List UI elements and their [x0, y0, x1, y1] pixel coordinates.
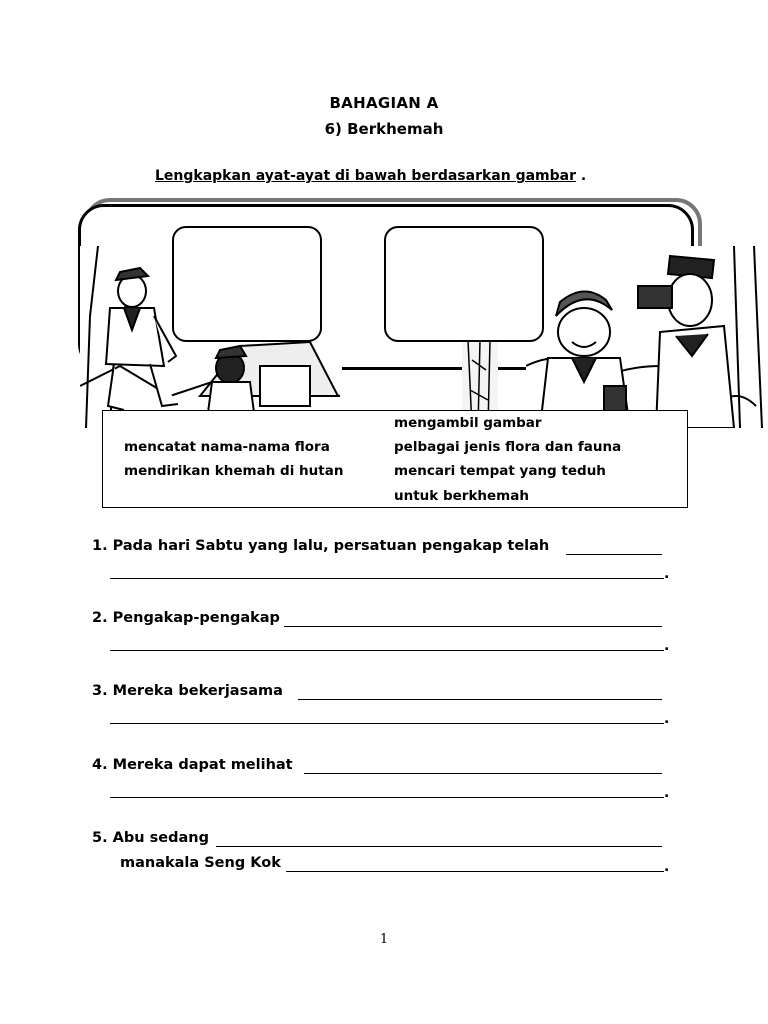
- answer-line[interactable]: [110, 578, 664, 579]
- page-number: 1: [379, 932, 389, 947]
- answer-line[interactable]: [298, 699, 662, 700]
- question-2: 2. Pengakap-pengakap: [92, 610, 280, 626]
- question-text: Mereka dapat melihat: [112, 757, 293, 773]
- question-number: 5: [92, 830, 103, 846]
- question-3: 3. Mereka bekerjasama: [92, 683, 283, 699]
- section-title: BAHAGIAN A: [329, 94, 439, 112]
- question-number: 4: [92, 757, 103, 773]
- question-5-continuation: manakala Seng Kok: [120, 855, 281, 871]
- instruction-end: .: [580, 168, 587, 184]
- question-5: 5. Abu sedang: [92, 830, 209, 846]
- question-text: Mereka bekerjasama: [112, 683, 283, 699]
- instruction-text: Lengkapkan ayat-ayat di bawah berdasarkan gambar: [155, 168, 577, 184]
- question-number: 2: [92, 610, 103, 626]
- question-1: 1. Pada hari Sabtu yang lalu, persatuan pengakap telah: [92, 538, 550, 554]
- answer-line[interactable]: [286, 871, 664, 872]
- answer-line[interactable]: [110, 723, 664, 724]
- answer-line[interactable]: [216, 846, 662, 847]
- answer-line[interactable]: [110, 650, 664, 651]
- phrase-right-2: pelbagai jenis flora dan fauna: [394, 439, 622, 455]
- answer-line[interactable]: [304, 773, 662, 774]
- line-end-dot: .: [664, 638, 670, 654]
- phrase-left-2: mendirikan khemah di hutan: [124, 463, 344, 479]
- answer-line[interactable]: [566, 554, 662, 555]
- phrase-right-4: untuk berkhemah: [394, 488, 529, 504]
- line-end-dot: .: [664, 859, 670, 875]
- phrase-left-1: mencatat nama-nama flora: [124, 439, 330, 455]
- question-text: Pengakap-pengakap: [112, 610, 280, 626]
- question-text: Abu sedang: [112, 830, 209, 846]
- instruction: [155, 168, 586, 184]
- answer-line[interactable]: [110, 797, 664, 798]
- line-end-dot: .: [664, 566, 670, 582]
- answer-line[interactable]: [284, 626, 662, 627]
- question-number: 3: [92, 683, 103, 699]
- question-text: Pada hari Sabtu yang lalu, persatuan pengakap telah: [112, 538, 550, 554]
- line-end-dot: .: [664, 785, 670, 801]
- question-4: 4. Mereka dapat melihat: [92, 757, 293, 773]
- topic-title: 6) Berkhemah: [324, 120, 444, 138]
- phrase-right-1: mengambil gambar: [394, 415, 542, 431]
- question-number: 1: [92, 538, 103, 554]
- line-end-dot: .: [664, 711, 670, 727]
- scouts-camera-illustration: [526, 246, 768, 428]
- caption-box-1[interactable]: [172, 226, 322, 342]
- caption-box-2[interactable]: [384, 226, 544, 342]
- phrase-left-hidden: [126, 412, 356, 426]
- phrase-right-3: mencari tempat yang teduh: [394, 463, 606, 479]
